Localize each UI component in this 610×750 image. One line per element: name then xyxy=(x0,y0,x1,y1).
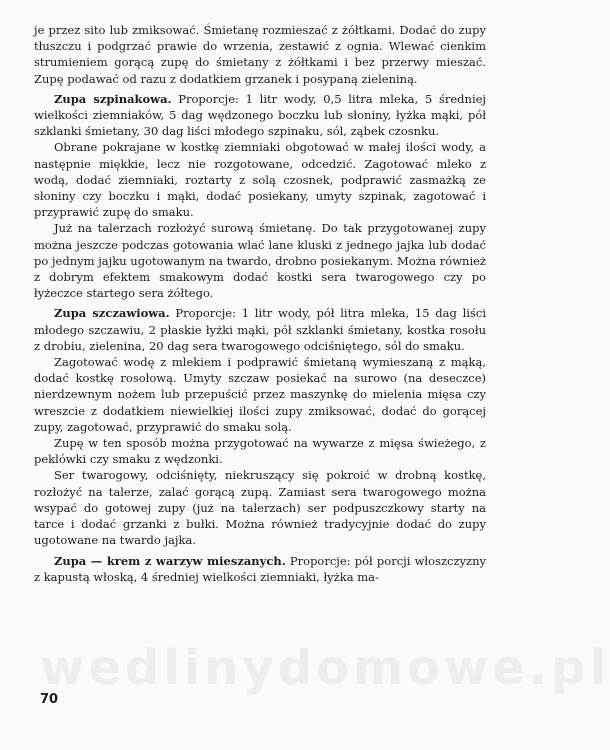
paragraph-8-text: Ser twarogowy, odciśnięty, niekruszący się pokroić w drobną kostkę, rozłożyć na talerze, zalać gorącą zupą. Zamiast sera twarogowego można wsypać do gotowej zupy (już na talerzach) ser podpuszczkowy starty na tarce i dodać grzanki z bułki. Można również tradycyjnie dodać do zupy ugotowane na twardo jajka. xyxy=(34,468,486,548)
paragraph-2-text: Proporcje: 1 litr wody, 0,5 litra mleka, 5 średniej wielkości ziemniaków, 5 dag wędzonego boczku lub słoniny, łyżka mąki, pół szklanki śmietany, 30 dag liści młodego szpinaku, sól, ząbek czosnku. xyxy=(34,91,486,139)
paragraph-vegetable-cream-recipe xyxy=(34,553,486,585)
paragraph-3-text: Obrane pokrajane w kostkę ziemniaki obgotować w małej ilości wody, a następnie miękkie, lecz nie rozgotowane, odcedzić. Zagotować mleko z wodą, dodać ziemniaki, roztarty z solą czosnek, podprawić zasmażką ze słoniny czy boczku i mąki, dodać posiekany, umyty szpinak, zagotować i przyprawić zupę do smaku. xyxy=(34,140,486,220)
paragraph-8 xyxy=(34,467,486,548)
paragraph-1-text: je przez sito lub zmiksować. Śmietanę rozmieszać z żółtkami. Dodać do zupy tłuszczu i podgrzać prawie do wrzenia, zestawić z ognia. Wlewać cienkim strumieniem gorącą zupę do śmietany z żółtkami i bez przerwy mieszać. Zupę podawać od razu z dodatkiem grzanek i posypaną zieleniną. xyxy=(34,23,486,86)
recipe-heading-vegetable-cream: Zupa — krem z warzyw mieszanych. xyxy=(54,553,286,568)
paragraph-7-text: Zupę w ten sposób można przygotować na wywarze z mięsa świeżego, z peklówki czy smaku z wędzonki. xyxy=(34,436,486,467)
page-number: 70 xyxy=(40,692,59,707)
recipe-heading-sorrel: Zupa szczawiowa. xyxy=(54,306,170,321)
paragraph-1 xyxy=(34,22,486,87)
paragraph-7 xyxy=(34,435,486,467)
page-body xyxy=(34,22,486,585)
paragraph-6-text: Zagotować wodę z mlekiem i podprawić śmietaną wymieszaną z mąką, dodać kostkę rosołową. Umyty szczaw posiekać na surowo (na deseczce) nierdzewnym nożem lub przepuścić przez maszynkę do mielenia mięsa czy wreszcie z dodatkiem niewielkiej ilości zupy zmiksować, dodać do gorącej zupy, zagotować, przyprawić do smaku solą. xyxy=(34,355,486,434)
recipe-heading-spinach: Zupa szpinakowa. xyxy=(54,91,172,106)
paragraph-9-text: Proporcje: pół porcji włoszczyzny z kapustą włoską, 4 średniej wielkości ziemniaki, łyżka ma- xyxy=(34,553,486,584)
paragraph-spinach-recipe xyxy=(34,91,486,140)
paragraph-6 xyxy=(34,354,486,435)
paragraph-4-text: Już na talerzach rozłożyć surową śmietanę. Do tak przygotowanej zupy można jeszcze podczas gotowania wlać lane kluski z jednego jajka lub dodać po jednym jajku ugotowanym na twardo, drobno posiekanym. Można również z dobrym efektem smakowym dodać kostki sera twarogowego czy po łyżeczce startego sera żółtego. xyxy=(34,221,486,301)
paragraph-sorrel-recipe xyxy=(34,305,486,354)
paragraph-5-text: Proporcje: 1 litr wody, pół litra mleka, 15 dag liści młodego szczawiu, 2 płaskie łyżki mąki, pół szklanki śmietany, kostka rosołu z drobiu, zielenina, 20 dag sera twarogowego odciśniętego, sól do smaku. xyxy=(34,306,486,353)
watermark: wedlinydomowe.pl xyxy=(40,640,610,696)
paragraph-4 xyxy=(34,220,486,301)
paragraph-3 xyxy=(34,139,486,220)
